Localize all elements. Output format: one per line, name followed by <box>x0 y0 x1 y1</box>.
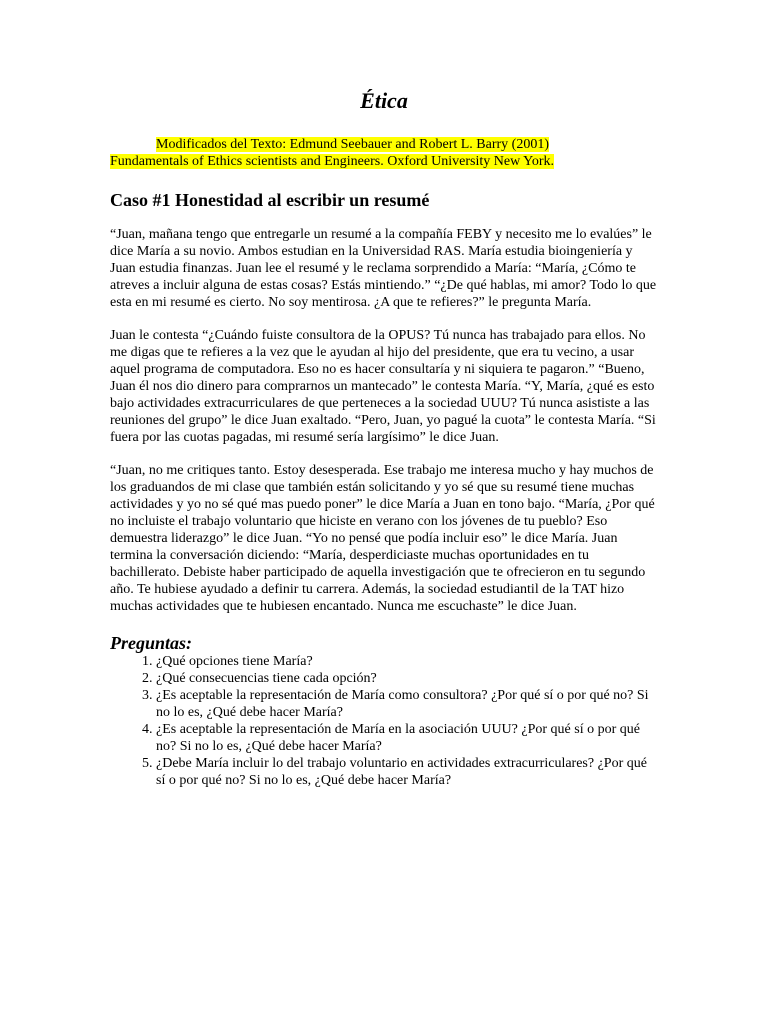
source-citation-line2: Fundamentals of Ethics scientists and Engineers. Oxford University New York. <box>110 154 555 169</box>
question-item: 3. ¿Es aceptable la representación de María como consultora? ¿Por qué sí o por qué no? Si no lo es, ¿Qué debe hacer María? <box>156 687 658 721</box>
question-item: 2. ¿Qué consecuencias tiene cada opción? <box>156 670 658 687</box>
questions-heading: Preguntas: <box>110 633 193 653</box>
document-title: Ética <box>360 88 408 113</box>
source-citation-line1: Modificados del Texto: Edmund Seebauer and Robert L. Barry (2001) <box>156 137 549 152</box>
case-title: Caso #1 Honestidad al escribir un resumé <box>110 190 430 210</box>
question-item: 1. ¿Qué opciones tiene María? <box>156 653 658 670</box>
questions-list <box>110 653 658 789</box>
paragraph: “Juan, no me critiques tanto. Estoy desesperada. Ese trabajo me interesa mucho y hay muchos de los graduandos de mi clase que también están solicitando y yo sé que su resumé tiene muchas actividades y yo no sé qué mas puedo poner” le dice María a Juan en tono bajo. “María, ¿Por qué no incluiste el trabajo voluntario que hiciste en verano con los jóvenes de tu pueblo? Eso demuestra liderazgo” le dice Juan. “Yo no pensé que podía incluir eso” le dice María. Juan termina la conversación diciendo: “María, desperdiciaste muchas oportunidades en tu bachillerato. Debiste haber participado de aquella investigación que te ofrecieron en tu segundo año. Te hubiese ayudado a definir tu carrera. Además, la sociedad estudiantil de la TAT hizo muchas actividades que te hubiesen encantado. Nunca me escuchaste” le dice Juan. <box>110 463 655 614</box>
paragraph: “Juan, mañana tengo que entregarle un resumé a la compañía FEBY y necesito me lo evalúes” le dice María a su novio. Ambos estudian en la Universidad RAS. María estudia bioingeniería y Juan estudia finanzas. Juan lee el resumé y le reclama sorprendido a María: “María, ¿Cómo te atreves a incluir alguna de estas cosas? Estás mintiendo.” “¿De qué hablas, mi amor? Todo lo que esta en mi resumé es cierto. No soy mentirosa. ¿A que te refieres?” le pregunta María. <box>110 227 657 310</box>
question-item: 4. ¿Es aceptable la representación de María en la asociación UUU? ¿Por qué sí o por qué no? Si no lo es, ¿Qué debe hacer María? <box>156 721 658 755</box>
source-citation <box>110 136 658 170</box>
paragraph: Juan le contesta “¿Cuándo fuiste consultora de la OPUS? Tú nunca has trabajado para ellos. No me digas que te refieres a la vez que le ayudan al hijo del presidente, que era tu vecino, a usar aquel programa de computadora. Eso no es hacer consultaría y ni siquiera te pagaron.” “Bueno, Juan él nos dio dinero para comprarnos un mantecado” le contesta María. “Y, María, ¿qué es esto bajo actividades extracurriculares de que perteneces a la sociedad UUU? Tú nunca asististe a las reuniones del grupo” le dice Juan exaltado. “Pero, Juan, yo pagué la cuota” le contesta María. “Si fuera por las cuotas pagadas, mi resumé sería largísimo” le dice Juan. <box>110 328 656 445</box>
document-body <box>110 86 658 789</box>
question-item: 5. ¿Debe María incluir lo del trabajo voluntario en actividades extracurriculares? ¿Por qué sí o por qué no? Si no lo es, ¿Qué debe hacer María? <box>156 755 658 789</box>
